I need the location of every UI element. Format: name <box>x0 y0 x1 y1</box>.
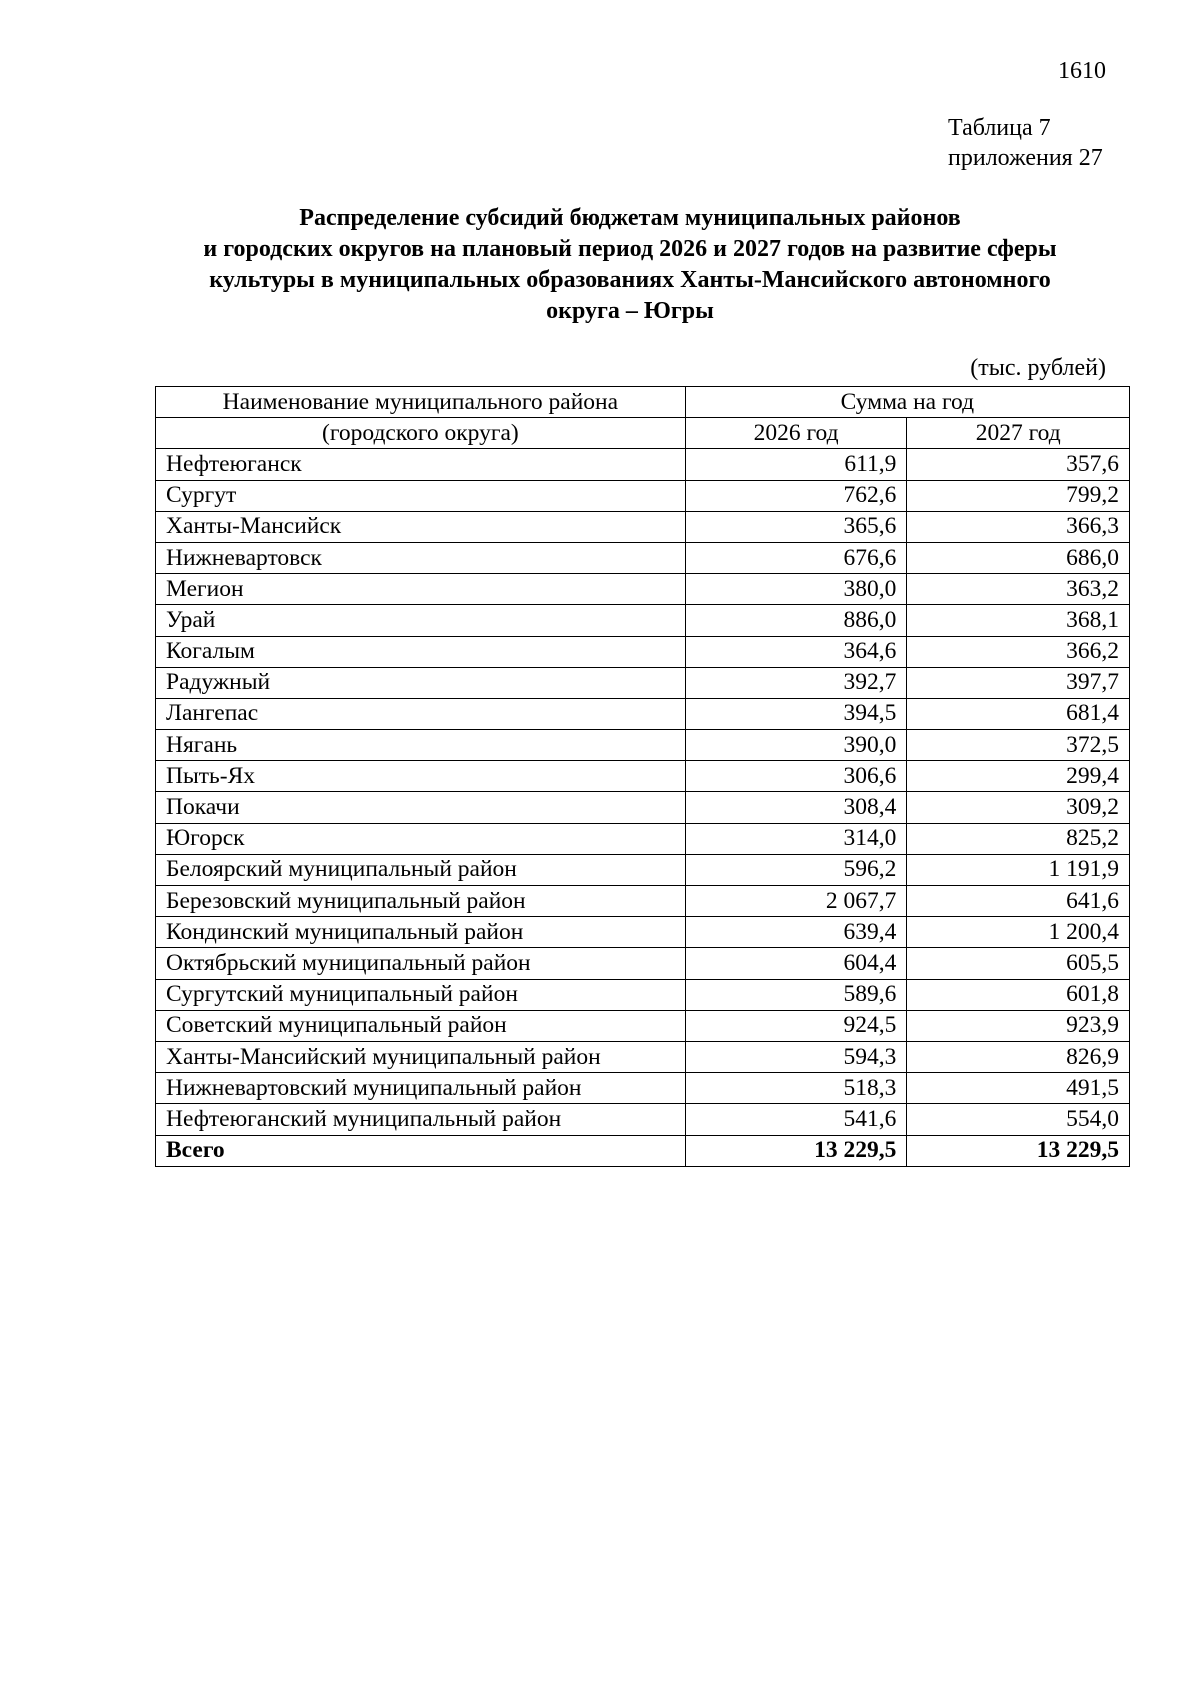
table-reference <box>948 113 1103 173</box>
value-2026-cell: 611,9 <box>685 449 907 480</box>
value-2026-cell: 380,0 <box>685 574 907 605</box>
table-row <box>156 511 1130 542</box>
value-2026-cell: 13 229,5 <box>685 1135 907 1166</box>
table-row <box>156 730 1130 761</box>
table-row <box>156 667 1130 698</box>
table-row <box>156 917 1130 948</box>
value-2027-cell: 686,0 <box>907 542 1130 573</box>
municipality-name-cell: Кондинский муниципальный район <box>156 917 686 948</box>
table-row <box>156 823 1130 854</box>
value-2026-cell: 924,5 <box>685 1010 907 1041</box>
table-row <box>156 698 1130 729</box>
table-ref-line2: приложения 27 <box>948 145 1103 171</box>
value-2026-cell: 886,0 <box>685 605 907 636</box>
municipality-name-cell: Нягань <box>156 730 686 761</box>
header-name-line2: (городского округа) <box>156 418 686 449</box>
title-line4: округа – Югры <box>546 298 714 324</box>
value-2026-cell: 589,6 <box>685 979 907 1010</box>
value-2027-cell: 1 200,4 <box>907 917 1130 948</box>
title-line1: Распределение субсидий бюджетам муниципальных районов <box>299 205 961 231</box>
value-2027-cell: 491,5 <box>907 1073 1130 1104</box>
page-number: 1610 <box>1058 58 1106 84</box>
municipality-name-cell: Радужный <box>156 667 686 698</box>
municipality-name-cell: Ханты-Мансийск <box>156 511 686 542</box>
municipality-name-cell: Урай <box>156 605 686 636</box>
subsidy-table <box>155 386 1130 1167</box>
table-row <box>156 480 1130 511</box>
table-row <box>156 979 1130 1010</box>
value-2026-cell: 676,6 <box>685 542 907 573</box>
value-2027-cell: 681,4 <box>907 698 1130 729</box>
value-2026-cell: 365,6 <box>685 511 907 542</box>
header-sum-label: Сумма на год <box>685 387 1129 418</box>
table-row <box>156 449 1130 480</box>
table-row <box>156 1041 1130 1072</box>
value-2027-cell: 1 191,9 <box>907 854 1130 885</box>
municipality-name-cell: Октябрьский муниципальный район <box>156 948 686 979</box>
table-row <box>156 1010 1130 1041</box>
value-2026-cell: 364,6 <box>685 636 907 667</box>
municipality-name-cell: Советский муниципальный район <box>156 1010 686 1041</box>
municipality-name-cell: Ханты-Мансийский муниципальный район <box>156 1041 686 1072</box>
table-row <box>156 636 1130 667</box>
table-row <box>156 948 1130 979</box>
value-2027-cell: 363,2 <box>907 574 1130 605</box>
value-2026-cell: 541,6 <box>685 1104 907 1135</box>
document-title <box>140 203 1120 327</box>
value-2026-cell: 518,3 <box>685 1073 907 1104</box>
value-2027-cell: 825,2 <box>907 823 1130 854</box>
value-2026-cell: 308,4 <box>685 792 907 823</box>
value-2026-cell: 596,2 <box>685 854 907 885</box>
value-2027-cell: 366,2 <box>907 636 1130 667</box>
header-name-line1: Наименование муниципального района <box>156 387 686 418</box>
header-year-2027: 2027 год <box>907 418 1130 449</box>
value-2027-cell: 13 229,5 <box>907 1135 1130 1166</box>
municipality-name-cell: Нефтеюганский муниципальный район <box>156 1104 686 1135</box>
table-ref-line1: Таблица 7 <box>948 115 1051 141</box>
header-year-2026: 2026 год <box>685 418 907 449</box>
table-row <box>156 574 1130 605</box>
municipality-name-cell: Березовский муниципальный район <box>156 886 686 917</box>
table-row <box>156 1104 1130 1135</box>
table-header <box>156 387 1130 449</box>
value-2027-cell: 601,8 <box>907 979 1130 1010</box>
value-2026-cell: 306,6 <box>685 761 907 792</box>
value-2026-cell: 392,7 <box>685 667 907 698</box>
title-line2: и городских округов на плановый период 2026 и 2027 годов на развитие сферы <box>203 236 1057 262</box>
table-row <box>156 605 1130 636</box>
value-2027-cell: 397,7 <box>907 667 1130 698</box>
value-2027-cell: 299,4 <box>907 761 1130 792</box>
municipality-name-cell: Югорск <box>156 823 686 854</box>
municipality-name-cell: Сургутский муниципальный район <box>156 979 686 1010</box>
units-label: (тыс. рублей) <box>970 355 1106 381</box>
municipality-name-cell: Пыть-Ях <box>156 761 686 792</box>
value-2027-cell: 799,2 <box>907 480 1130 511</box>
value-2026-cell: 314,0 <box>685 823 907 854</box>
value-2027-cell: 923,9 <box>907 1010 1130 1041</box>
value-2027-cell: 605,5 <box>907 948 1130 979</box>
municipality-name-cell: Лангепас <box>156 698 686 729</box>
value-2026-cell: 594,3 <box>685 1041 907 1072</box>
value-2026-cell: 604,4 <box>685 948 907 979</box>
table-row <box>156 854 1130 885</box>
municipality-name-cell: Покачи <box>156 792 686 823</box>
table-body <box>156 449 1130 1166</box>
table-total-row <box>156 1135 1130 1166</box>
municipality-name-cell: Мегион <box>156 574 686 605</box>
table-row <box>156 542 1130 573</box>
municipality-name-cell: Нижневартовск <box>156 542 686 573</box>
municipality-name-cell: Нефтеюганск <box>156 449 686 480</box>
value-2027-cell: 357,6 <box>907 449 1130 480</box>
value-2027-cell: 372,5 <box>907 730 1130 761</box>
value-2027-cell: 826,9 <box>907 1041 1130 1072</box>
table-row <box>156 886 1130 917</box>
table-row <box>156 792 1130 823</box>
value-2026-cell: 390,0 <box>685 730 907 761</box>
value-2026-cell: 2 067,7 <box>685 886 907 917</box>
value-2027-cell: 309,2 <box>907 792 1130 823</box>
municipality-name-cell: Когалым <box>156 636 686 667</box>
table-row <box>156 761 1130 792</box>
municipality-name-cell: Сургут <box>156 480 686 511</box>
table-row <box>156 1073 1130 1104</box>
value-2026-cell: 639,4 <box>685 917 907 948</box>
value-2027-cell: 554,0 <box>907 1104 1130 1135</box>
value-2026-cell: 394,5 <box>685 698 907 729</box>
municipality-name-cell: Белоярский муниципальный район <box>156 854 686 885</box>
value-2027-cell: 366,3 <box>907 511 1130 542</box>
value-2026-cell: 762,6 <box>685 480 907 511</box>
value-2027-cell: 368,1 <box>907 605 1130 636</box>
municipality-name-cell: Всего <box>156 1135 686 1166</box>
municipality-name-cell: Нижневартовский муниципальный район <box>156 1073 686 1104</box>
value-2027-cell: 641,6 <box>907 886 1130 917</box>
title-line3: культуры в муниципальных образованиях Ханты-Мансийского автономного <box>209 267 1051 293</box>
